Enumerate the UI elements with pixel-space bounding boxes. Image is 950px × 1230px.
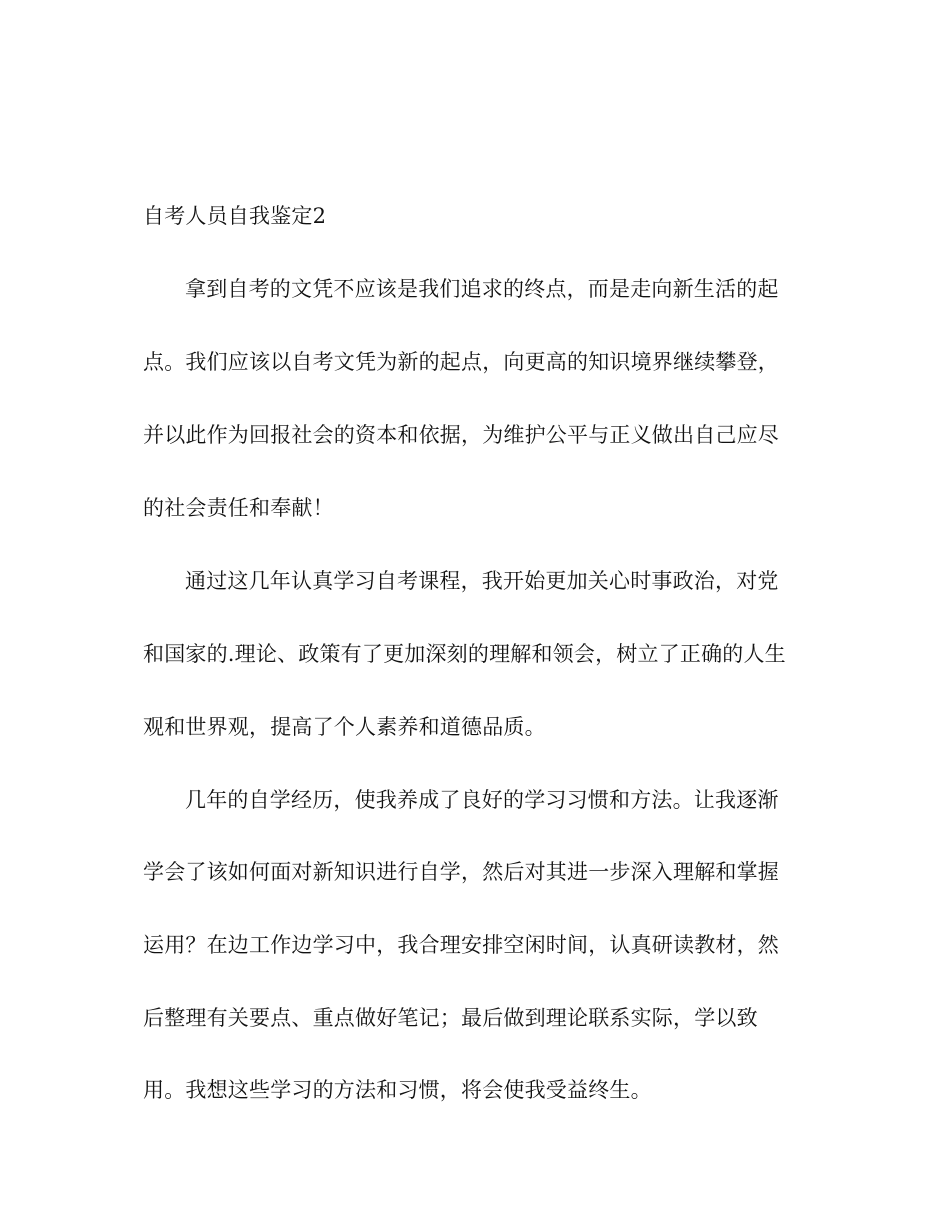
paragraph-1-line-4: 的社会责任和奉献！ bbox=[143, 496, 334, 520]
paragraph-1-line-1: 拿到自考的文凭不应该是我们追求的终点，而是走向新生活的起 bbox=[185, 277, 779, 301]
paragraph-3-line-4: 后整理有关要点、重点做好笔记；最后做到理论联系实际，学以致 bbox=[143, 1006, 758, 1030]
paragraph-2-line-2: 和国家的.理论、政策有了更加深刻的理解和领会，树立了正确的人生 bbox=[143, 642, 786, 666]
paragraph-3-line-5: 用。我想这些学习的方法和习惯，将会使我受益终生。 bbox=[143, 1078, 652, 1102]
document-title: 自考人员自我鉴定2 bbox=[143, 204, 327, 228]
paragraph-3-line-1: 几年的自学经历，使我养成了良好的学习习惯和方法。让我逐渐 bbox=[185, 788, 779, 812]
paragraph-3-line-2: 学会了该如何面对新知识进行自学，然后对其进一步深入理解和掌握 bbox=[143, 860, 779, 884]
paragraph-2-line-3: 观和世界观，提高了个人素养和道德品质。 bbox=[143, 715, 546, 739]
paragraph-1-line-3: 并以此作为回报社会的资本和依据，为维护公平与正义做出自己应尽 bbox=[143, 423, 779, 447]
paragraph-1-line-2: 点。我们应该以自考文凭为新的起点，向更高的知识境界继续攀登， bbox=[143, 350, 779, 374]
paragraph-2-line-1: 通过这几年认真学习自考课程，我开始更加关心时事政治，对党 bbox=[185, 569, 779, 593]
paragraph-3-line-3: 运用？在边工作边学习中，我合理安排空闲时间，认真研读教材，然 bbox=[143, 933, 779, 957]
